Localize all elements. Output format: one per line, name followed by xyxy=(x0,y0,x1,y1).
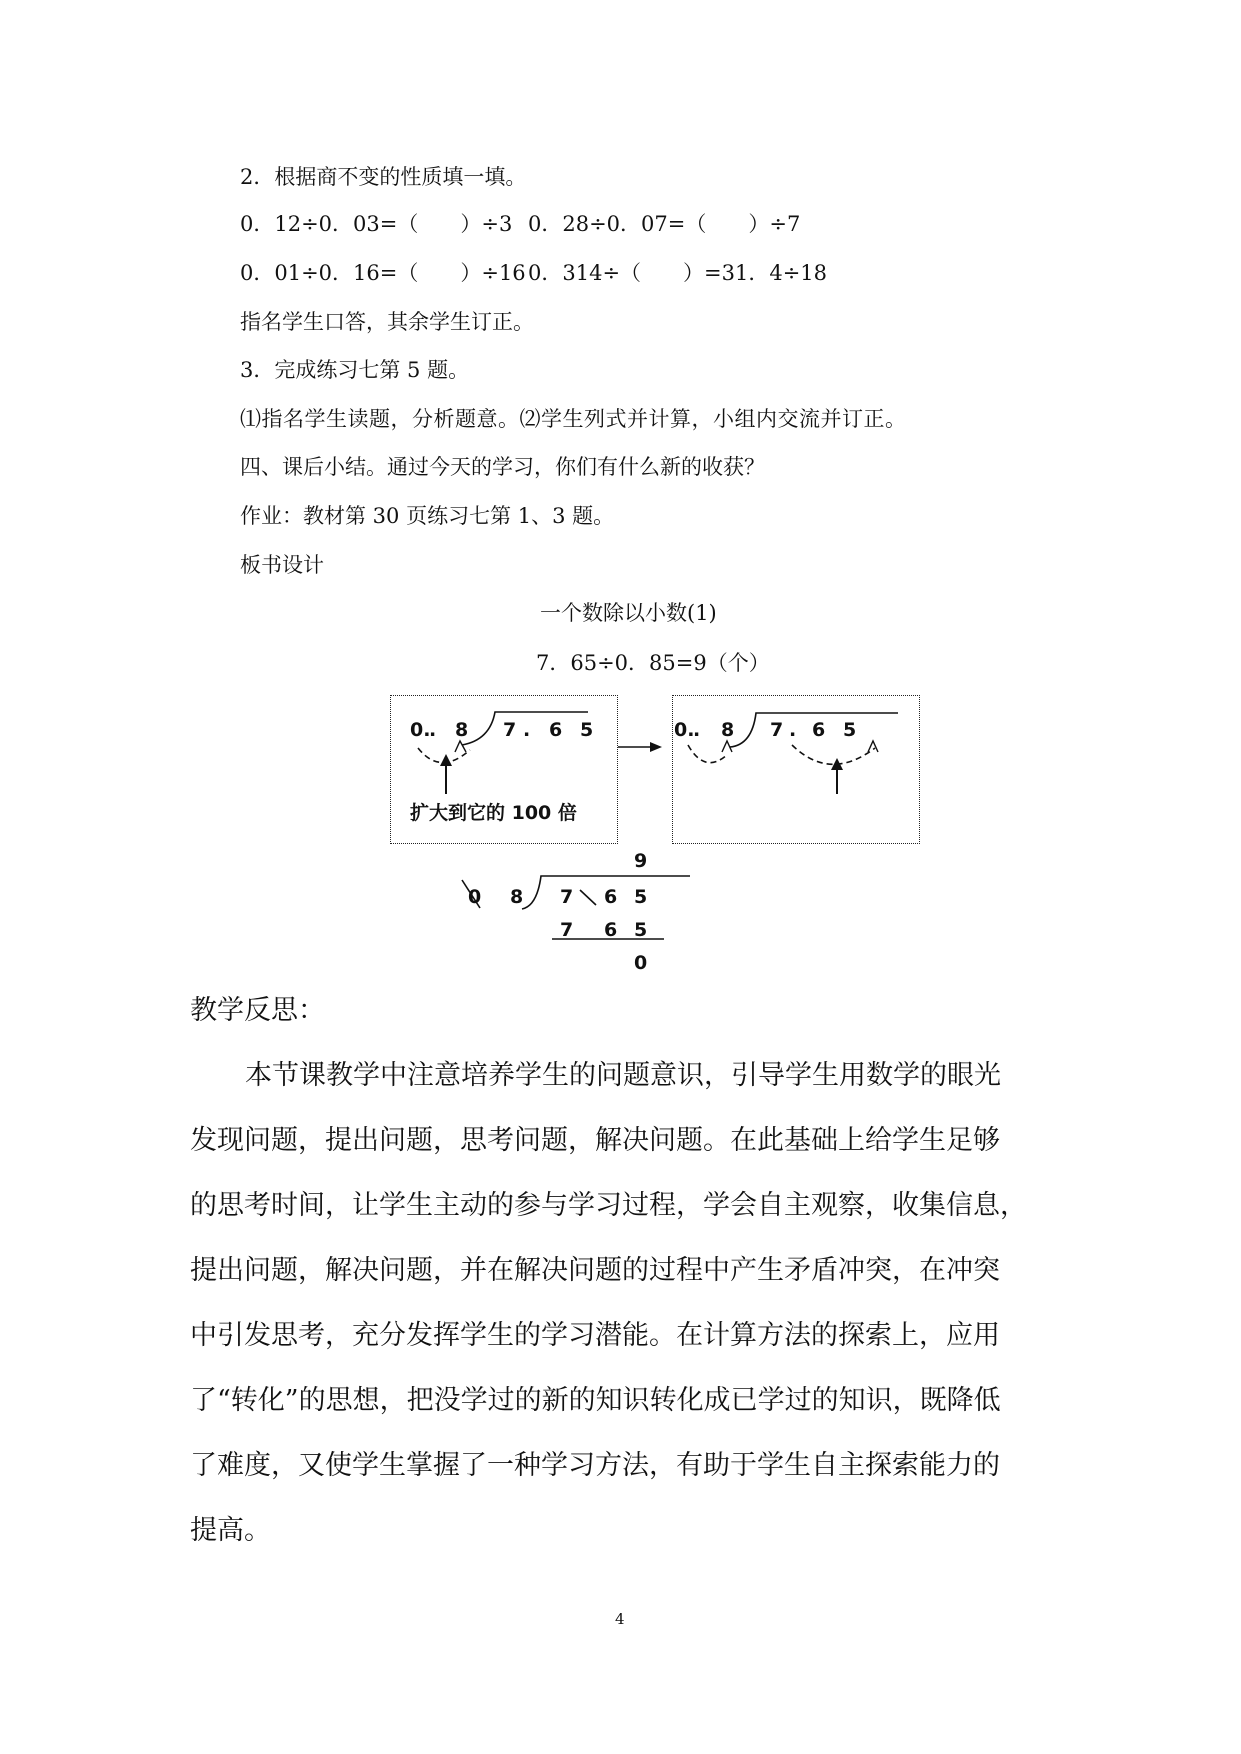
box1-caret xyxy=(455,741,466,752)
reflection-line-4: 提出问题，解决问题，并在解决问题的过程中产生矛盾冲突，在冲突 xyxy=(190,1255,1000,1286)
ld-product-5: 5 xyxy=(634,919,648,941)
box1-arrow-head xyxy=(440,754,452,766)
reflection-line-1: 本节课教学中注意培养学生的问题意识，引导学生用数学的眼光 xyxy=(245,1060,1001,1091)
box2-divisor-zero: 0. xyxy=(674,719,695,741)
item3-title: 3．完成练习七第 5 题。 xyxy=(240,358,470,382)
ld-quotient: 9 xyxy=(634,850,648,872)
item2-row1-b: 0．28÷0．07=（ ）÷7 xyxy=(528,212,801,236)
box1-dividend-6: 6 xyxy=(549,719,563,741)
box2-divisor-eight: 8 xyxy=(721,719,735,741)
ld-strike-divisor xyxy=(462,880,480,908)
box1-divisor-zero: 0. xyxy=(410,719,431,741)
reflection-line-3: 的思考时间，让学生主动的参与学习过程，学会自主观察，收集信息， xyxy=(190,1190,1027,1221)
between-boxes-arrow-head xyxy=(650,742,662,752)
box1-divisor-dot: . xyxy=(429,719,437,741)
reflection-line-2: 发现问题，提出问题，思考问题，解决问题。在此基础上给学生足够 xyxy=(190,1125,1000,1156)
board-equation: 7．65÷0．85=9（个） xyxy=(536,651,770,675)
box1-divisor-eight: 8 xyxy=(455,719,469,741)
ld-product-6: 6 xyxy=(604,919,618,941)
box1-dividend-7: 7 xyxy=(503,719,517,741)
box1-division-bracket xyxy=(462,712,588,745)
box1-caption: 扩大到它的 100 倍 xyxy=(410,802,577,824)
item2-row1-a: 0．12÷0．03=（ ）÷3 xyxy=(240,212,513,236)
ld-divisor-eight: 8 xyxy=(510,886,524,908)
box1-dividend-5: 5 xyxy=(580,719,594,741)
item3-steps: ⑴指名学生读题，分析题意。⑵学生列式并计算，小组内交流并订正。 xyxy=(240,407,907,431)
item2-row2-a: 0．01÷0．16=（ ）÷16 xyxy=(240,261,526,285)
lesson-summary: 四、课后小结。通过今天的学习，你们有什么新的收获？ xyxy=(240,455,765,479)
ld-divisor-zero: 0 xyxy=(468,886,482,908)
box2-dashed-arc-large xyxy=(792,745,875,764)
ld-dividend-7: 7 xyxy=(560,886,574,908)
page-number: 4 xyxy=(615,1610,625,1628)
ld-division-bracket xyxy=(522,876,690,909)
reflection-line-5: 中引发思考，充分发挥学生的学习潜能。在计算方法的探索上，应用 xyxy=(190,1320,1000,1351)
box2-dashed-arc-small xyxy=(688,745,728,763)
reflection-line-6: 了“转化”的思想，把没学过的新的知识转化成已学过的知识，既降低 xyxy=(190,1385,1001,1416)
board-title: 一个数除以小数(1) xyxy=(540,601,717,625)
board-design-label: 板书设计 xyxy=(240,553,324,577)
item2-note: 指名学生口答，其余学生订正。 xyxy=(240,310,534,334)
box2-dividend-5: 5 xyxy=(843,719,857,741)
ld-product-7: 7 xyxy=(560,919,574,941)
box2-dividend-dot: . xyxy=(789,719,797,741)
box2-dividend-6: 6 xyxy=(812,719,826,741)
box2-dividend-7: 7 xyxy=(770,719,784,741)
box2-divisor-dot: . xyxy=(693,719,701,741)
ld-strike-dividend xyxy=(580,890,596,905)
reflection-heading: 教学反思： xyxy=(190,995,325,1026)
box2-caret-right xyxy=(868,741,878,752)
box1-dividend-dot: . xyxy=(523,719,531,741)
reflection-line-8: 提高。 xyxy=(190,1515,271,1546)
item2-row2-b: 0．314÷（ ）=31．4÷18 xyxy=(528,261,828,285)
reflection-line-7: 了难度，又使学生掌握了一种学习方法，有助于学生自主探索能力的 xyxy=(190,1450,1000,1481)
homework: 作业：教材第 30 页练习七第 1、3 题。 xyxy=(240,504,615,528)
ld-remainder: 0 xyxy=(634,952,648,974)
ld-dividend-5: 5 xyxy=(634,886,648,908)
item2-title: 2．根据商不变的性质填一填。 xyxy=(240,165,527,189)
ld-dividend-6: 6 xyxy=(604,886,618,908)
